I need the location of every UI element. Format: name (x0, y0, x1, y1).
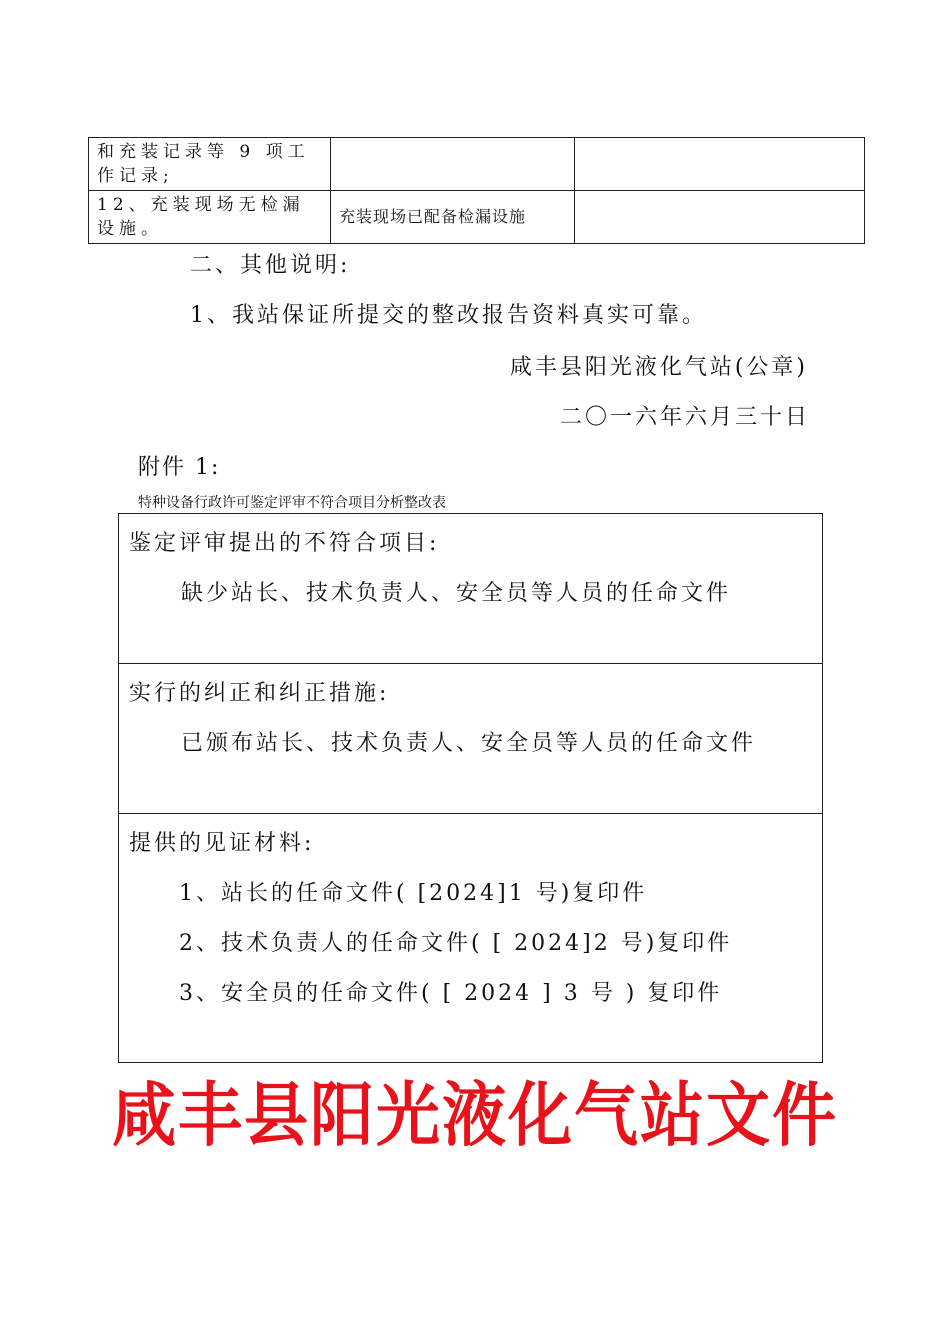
attachment-label: 附件 1: (138, 455, 221, 480)
evidence-item: 3、安全员的任命文件( [ 2024 ] 3 号 ) 复印件 (179, 981, 723, 1006)
statement-text: 1、我站保证所提交的整改报告资料真实可靠。 (190, 303, 707, 328)
table-row (89, 138, 865, 191)
table-row (89, 191, 865, 244)
red-document-header: 咸丰县阳光液化气站文件 (112, 1075, 838, 1157)
table-cell-remark (575, 138, 865, 191)
evidence-block (119, 814, 822, 1062)
correction-block (119, 664, 822, 814)
evidence-heading: 提供的见证材料: (129, 831, 315, 856)
table-cell-measure (331, 138, 575, 191)
document-date: 二〇一六年六月三十日 (559, 405, 810, 430)
table-cell-measure: 充装现场已配备检漏设施 (331, 191, 575, 244)
evidence-item: 2、技术负责人的任命文件( [ 2024]2 号)复印件 (179, 931, 733, 956)
table-cell-remark (575, 191, 865, 244)
correction-heading: 实行的纠正和纠正措施: (129, 681, 390, 706)
table-cell-item: 12、充装现场无检漏设施。 (89, 191, 331, 244)
analysis-table (118, 513, 823, 1063)
rectification-table (88, 137, 865, 244)
evidence-item: 1、站长的任命文件( [2024]1 号)复印件 (179, 881, 648, 906)
company-stamp-line: 咸丰县阳光液化气站(公章) (509, 355, 808, 380)
table-cell-item: 和充装记录等 9 项工作记录; (89, 138, 331, 191)
table-caption: 特种设备行政许可鉴定评审不符合项目分析整改表 (138, 495, 446, 511)
nonconformity-block (119, 514, 822, 664)
correction-text: 已颁布站长、技术负责人、安全员等人员的任命文件 (181, 731, 757, 756)
section-title: 二、其他说明: (190, 253, 351, 278)
nonconformity-heading: 鉴定评审提出的不符合项目: (129, 531, 440, 556)
nonconformity-text: 缺少站长、技术负责人、安全员等人员的任命文件 (181, 581, 732, 606)
